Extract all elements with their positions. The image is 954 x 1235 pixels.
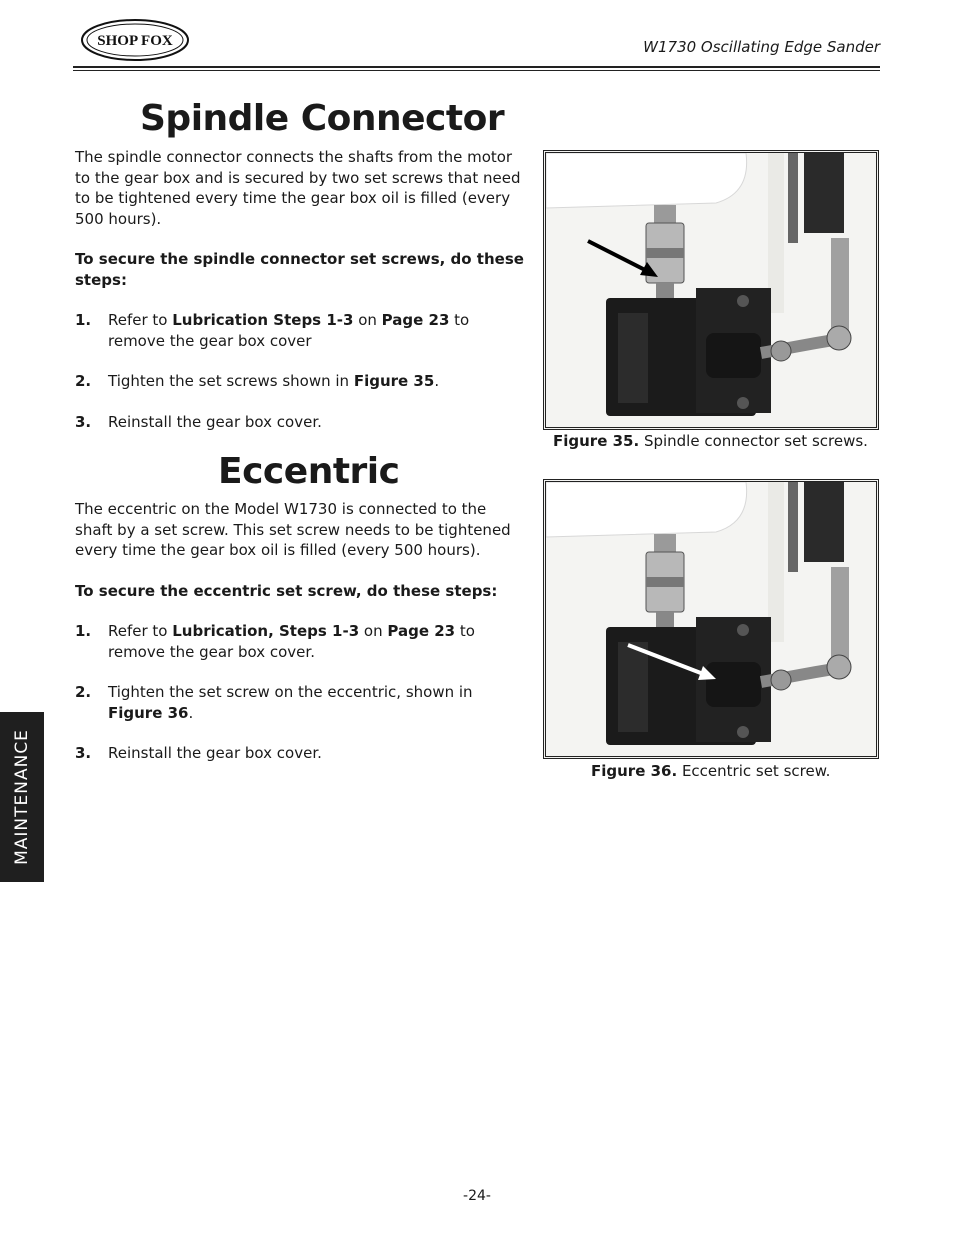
step-text: to remove the gear box cover. bbox=[108, 622, 475, 661]
step-ref: Page 23 bbox=[381, 311, 450, 329]
step-number: 1. bbox=[75, 622, 92, 640]
logo-text: SHOP FOX bbox=[97, 33, 173, 49]
step-text: on bbox=[359, 622, 388, 640]
step-text: Tighten the set screws shown in bbox=[108, 372, 354, 390]
figure-label: Figure 36. bbox=[591, 762, 678, 780]
figure-caption-text: Eccentric set screw. bbox=[677, 762, 831, 780]
step-text: Reinstall the gear box cover. bbox=[108, 744, 322, 762]
step-text: Refer to bbox=[108, 622, 173, 640]
step-ref: Lubrication, Steps 1-3 bbox=[172, 622, 360, 640]
figure-35-caption bbox=[553, 432, 868, 450]
figure-caption-text: Spindle connector set screws. bbox=[639, 432, 868, 450]
spindle-step-2 bbox=[75, 371, 525, 392]
header-rule bbox=[73, 66, 880, 68]
spindle-body bbox=[75, 147, 525, 432]
eccentric-step-1 bbox=[75, 621, 525, 662]
step-ref: Lubrication Steps 1-3 bbox=[172, 311, 354, 329]
step-ref: Page 23 bbox=[387, 622, 456, 640]
step-ref: Figure 35 bbox=[353, 372, 435, 390]
shop-fox-logo bbox=[80, 18, 190, 62]
header-rule-thin bbox=[73, 70, 880, 71]
spindle-intro: The spindle connector connects the shafts from the motor to the gear box and is secured by two set screws that need to be tightened every time the gear box oil is filled (every 500 hours). bbox=[75, 148, 521, 228]
side-tab-label: MAINTENANCE bbox=[12, 729, 32, 865]
step-number: 3. bbox=[75, 744, 92, 762]
spindle-steps-lead: To secure the spindle connector set screws, do these steps: bbox=[75, 250, 524, 289]
step-text: . bbox=[188, 703, 194, 722]
section-heading-spindle: Spindle Connector bbox=[140, 98, 505, 139]
eccentric-intro: The eccentric on the Model W1730 is connected to the shaft by a set screw. This set screw needs to be tightened every time the gear box oil is filled (every 500 hours). bbox=[75, 500, 511, 559]
eccentric-steps-lead: To secure the eccentric set screw, do these steps: bbox=[75, 581, 498, 600]
figure-36-caption bbox=[591, 762, 830, 780]
eccentric-step-3 bbox=[75, 743, 525, 764]
section-heading-eccentric: Eccentric bbox=[218, 451, 400, 492]
figure-35-photo bbox=[543, 150, 879, 430]
eccentric-body bbox=[75, 499, 525, 764]
step-number: 1. bbox=[75, 311, 92, 329]
eccentric-step-2 bbox=[75, 682, 525, 723]
spindle-step-1 bbox=[75, 310, 525, 351]
section-side-tab bbox=[0, 712, 44, 882]
header-title: W1730 Oscillating Edge Sander bbox=[643, 38, 880, 56]
step-text: Reinstall the gear box cover. bbox=[108, 412, 322, 431]
step-text: on bbox=[353, 311, 382, 329]
step-ref: Figure 36 bbox=[108, 703, 189, 722]
step-text: to remove the gear box cover bbox=[108, 311, 470, 350]
figure-36-photo bbox=[543, 479, 879, 759]
step-text: Tighten the set screw on the eccentric, shown in bbox=[108, 683, 473, 701]
step-text: Refer to bbox=[108, 311, 173, 329]
figure-label: Figure 35. bbox=[553, 432, 640, 450]
step-number: 2. bbox=[75, 683, 92, 701]
step-number: 2. bbox=[75, 372, 92, 390]
step-text: . bbox=[434, 372, 440, 390]
spindle-step-3 bbox=[75, 412, 525, 433]
page-number: -24- bbox=[463, 1188, 491, 1204]
step-number: 3. bbox=[75, 412, 92, 431]
